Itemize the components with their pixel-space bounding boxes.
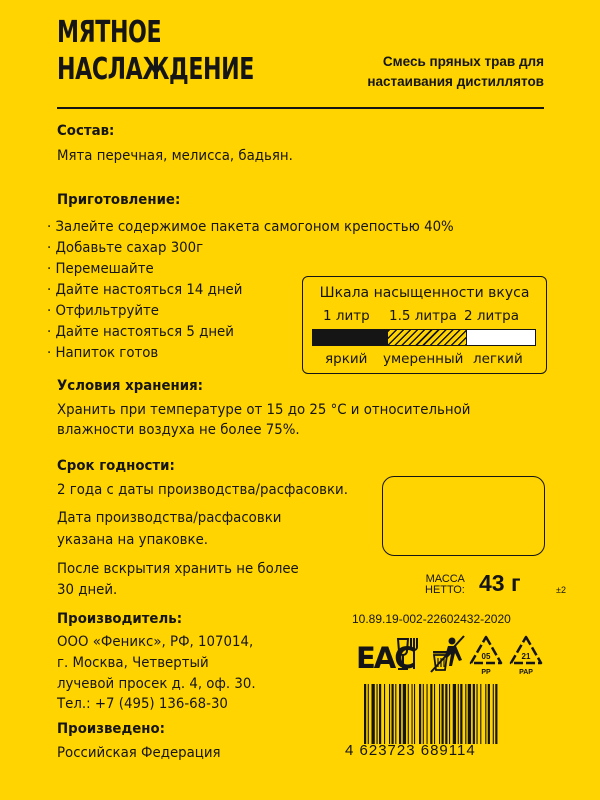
intensity-label-light: легкий (473, 351, 523, 367)
preparation-heading: Приготовление: (57, 192, 181, 208)
mass-label (425, 574, 465, 596)
intensity-segment-strong (313, 330, 387, 345)
shelf-life-line2: Дата производства/расфасовки (57, 510, 282, 526)
composition-text: Мята перечная, мелисса, бадьян. (57, 148, 293, 164)
subtitle-line2: настаивания дистиллятов (367, 74, 544, 89)
certification-icons (356, 632, 546, 684)
shelf-life-line1: 2 года с даты производства/расфасовки. (57, 482, 348, 498)
taste-scale-title: Шкала насыщенности вкуса (319, 285, 530, 301)
recycle-pap-icon (511, 637, 541, 676)
mass-tolerance: ±2 (556, 585, 566, 595)
composition-heading: Состав: (57, 123, 115, 139)
intensity-segment-light (467, 330, 535, 345)
intensity-label-medium: умеренный (383, 351, 464, 367)
intensity-label-strong: яркий (325, 351, 368, 367)
subtitle-line1: Смесь пряных трав для (382, 54, 544, 69)
manufacturer-line3: лучевой просек д. 4, оф. 30. (57, 676, 256, 692)
taste-scale-box (302, 276, 547, 374)
step-item: · Залейте содержимое пакета самогоном крепостью 40% (47, 219, 454, 235)
shelf-life-line3: указана на упаковке. (57, 532, 209, 548)
shelf-life-line5: 30 дней. (57, 582, 118, 598)
step-item: · Дайте настояться 14 дней (47, 282, 243, 298)
svg-text:PP: PP (481, 669, 491, 676)
storage-heading: Условия хранения: (57, 378, 204, 394)
date-stamp-box (382, 476, 545, 556)
product-title (57, 14, 254, 88)
step-item: · Отфильтруйте (47, 303, 160, 319)
intensity-bar (312, 329, 536, 346)
storage-line1: Хранить при температуре от 15 до 25 °С и относительной (57, 402, 471, 418)
origin-heading: Произведено: (57, 721, 166, 737)
step-item: · Добавьте сахар 300г (47, 240, 204, 256)
product-title-line1: МЯТНОЕ (57, 15, 162, 50)
manufacturer-phone: Тел.: +7 (495) 136-68-30 (57, 696, 228, 712)
svg-text:21: 21 (521, 652, 531, 661)
svg-text:PAP: PAP (519, 669, 533, 676)
origin-text: Российская Федерация (57, 745, 221, 761)
svg-text:ЕАС: ЕАС (356, 641, 414, 675)
volume-label-1: 1 литр (323, 308, 370, 324)
step-item: · Перемешайте (47, 261, 154, 277)
product-title-line2: НАСЛАЖДЕНИЕ (57, 52, 254, 87)
volume-label-3: 2 литра (464, 308, 519, 324)
recycle-pp-icon (471, 637, 501, 676)
product-subtitle (367, 52, 544, 92)
manufacturer-line2: г. Москва, Четвертый (57, 655, 209, 671)
barcode (362, 684, 542, 744)
mass-value: 43 г (479, 570, 521, 596)
shelf-life-heading: Срок годности: (57, 458, 175, 474)
svg-text:05: 05 (481, 652, 491, 661)
spec-code: 10.89.19-002-22602432-2020 (352, 612, 511, 626)
shelf-life-line4: После вскрытия хранить не более (57, 561, 299, 577)
barcode-number: 4 623723 689114 (345, 742, 476, 759)
storage-line2: влажности воздуха не более 75%. (57, 422, 300, 438)
intensity-segment-medium (387, 330, 467, 345)
step-item: · Напиток готов (47, 345, 159, 361)
step-item: · Дайте настояться 5 дней (47, 324, 234, 340)
trash-bin-icon (431, 636, 464, 672)
header-divider (57, 107, 544, 109)
mass-label-line2: НЕТТО: (425, 584, 465, 596)
manufacturer-line1: ООО «Феникс», РФ, 107014, (57, 634, 254, 650)
mass-label-line1: МАССА (425, 573, 465, 585)
volume-label-2: 1.5 литра (389, 308, 457, 324)
manufacturer-heading: Производитель: (57, 611, 183, 627)
